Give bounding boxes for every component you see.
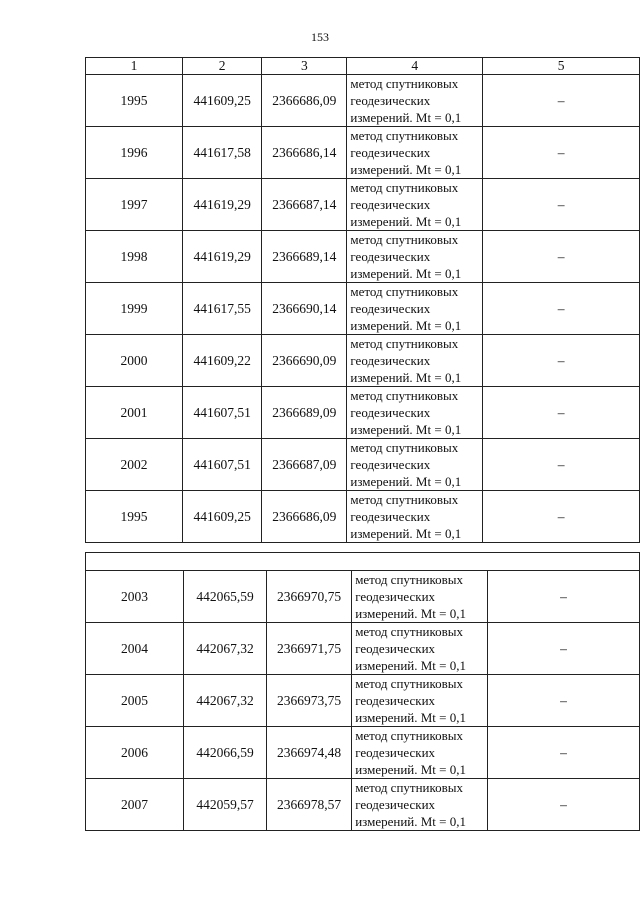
point-number-cell: 2007 bbox=[86, 779, 184, 831]
point-number-cell: 2003 bbox=[86, 571, 184, 623]
method-cell bbox=[347, 491, 483, 543]
x-coordinate-cell: 442067,32 bbox=[184, 675, 267, 727]
method-line: геодезических bbox=[350, 197, 431, 212]
method-cell bbox=[352, 779, 488, 831]
method-line: измерений. Mt = 0,1 bbox=[350, 214, 462, 229]
point-number-cell: 1995 bbox=[86, 75, 183, 127]
method-cell bbox=[352, 675, 488, 727]
method-line: измерений. Mt = 0,1 bbox=[350, 370, 462, 385]
x-coordinate-cell: 441607,51 bbox=[183, 439, 262, 491]
note-cell: – bbox=[483, 231, 640, 283]
method-line: метод спутниковых bbox=[350, 128, 459, 143]
method-line: геодезических bbox=[350, 249, 431, 264]
method-line: метод спутниковых bbox=[350, 284, 459, 299]
method-line: измерений. Mt = 0,1 bbox=[350, 422, 462, 437]
table-header-row bbox=[86, 58, 640, 75]
point-number-cell: 2001 bbox=[86, 387, 183, 439]
method-cell bbox=[347, 179, 483, 231]
note-cell: – bbox=[488, 675, 640, 727]
method-line: метод спутниковых bbox=[355, 780, 464, 795]
method-line: геодезических bbox=[350, 405, 431, 420]
method-line: измерений. Mt = 0,1 bbox=[355, 658, 466, 673]
note-cell: – bbox=[483, 127, 640, 179]
point-number-cell: 2005 bbox=[86, 675, 184, 727]
x-coordinate-cell: 441609,25 bbox=[183, 75, 262, 127]
table-gap-row bbox=[86, 553, 640, 571]
coordinates-table-top bbox=[85, 57, 640, 543]
x-coordinate-cell: 442065,59 bbox=[184, 571, 267, 623]
table-row bbox=[86, 439, 640, 491]
table-row bbox=[86, 283, 640, 335]
x-coordinate-cell: 441609,25 bbox=[183, 491, 262, 543]
x-coordinate-cell: 441619,29 bbox=[183, 179, 262, 231]
note-cell: – bbox=[488, 571, 640, 623]
method-line: геодезических bbox=[350, 301, 431, 316]
point-number-cell: 1998 bbox=[86, 231, 183, 283]
method-line: метод спутниковых bbox=[350, 388, 459, 403]
method-line: измерений. Mt = 0,1 bbox=[350, 266, 462, 281]
method-line: метод спутниковых bbox=[355, 676, 464, 691]
note-cell: – bbox=[483, 439, 640, 491]
method-line: метод спутниковых bbox=[355, 572, 464, 587]
note-cell: – bbox=[488, 779, 640, 831]
note-cell: – bbox=[488, 623, 640, 675]
header-cell: 3 bbox=[262, 58, 347, 75]
table-row bbox=[86, 727, 640, 779]
method-line: метод спутниковых bbox=[350, 232, 459, 247]
table-row bbox=[86, 675, 640, 727]
note-cell: – bbox=[483, 75, 640, 127]
point-number-cell: 2002 bbox=[86, 439, 183, 491]
method-cell bbox=[352, 623, 488, 675]
method-line: измерений. Mt = 0,1 bbox=[355, 762, 466, 777]
note-cell: – bbox=[483, 335, 640, 387]
y-coordinate-cell: 2366686,09 bbox=[262, 75, 347, 127]
y-coordinate-cell: 2366687,14 bbox=[262, 179, 347, 231]
y-coordinate-cell: 2366689,14 bbox=[262, 231, 347, 283]
point-number-cell: 2000 bbox=[86, 335, 183, 387]
method-cell bbox=[347, 439, 483, 491]
x-coordinate-cell: 441607,51 bbox=[183, 387, 262, 439]
method-cell bbox=[347, 283, 483, 335]
table-row bbox=[86, 491, 640, 543]
method-cell bbox=[347, 231, 483, 283]
header-cell: 5 bbox=[483, 58, 640, 75]
y-coordinate-cell: 2366686,09 bbox=[262, 491, 347, 543]
table-row bbox=[86, 779, 640, 831]
table-row bbox=[86, 179, 640, 231]
y-coordinate-cell: 2366970,75 bbox=[267, 571, 352, 623]
method-line: геодезических bbox=[350, 509, 431, 524]
method-line: метод спутниковых bbox=[350, 180, 459, 195]
method-cell bbox=[352, 571, 488, 623]
method-line: метод спутниковых bbox=[350, 440, 459, 455]
table-row bbox=[86, 571, 640, 623]
y-coordinate-cell: 2366971,75 bbox=[267, 623, 352, 675]
method-cell bbox=[347, 75, 483, 127]
note-cell: – bbox=[483, 491, 640, 543]
page-number: 153 bbox=[311, 30, 329, 44]
table-row bbox=[86, 127, 640, 179]
y-coordinate-cell: 2366690,09 bbox=[262, 335, 347, 387]
table-row bbox=[86, 75, 640, 127]
method-line: метод спутниковых bbox=[355, 728, 464, 743]
point-number-cell: 1997 bbox=[86, 179, 183, 231]
gap-cell bbox=[86, 553, 640, 571]
y-coordinate-cell: 2366687,09 bbox=[262, 439, 347, 491]
method-line: измерений. Mt = 0,1 bbox=[355, 710, 466, 725]
method-line: измерений. Mt = 0,1 bbox=[350, 318, 462, 333]
method-line: геодезических bbox=[355, 693, 436, 708]
x-coordinate-cell: 441617,55 bbox=[183, 283, 262, 335]
x-coordinate-cell: 442059,57 bbox=[184, 779, 267, 831]
y-coordinate-cell: 2366978,57 bbox=[267, 779, 352, 831]
x-coordinate-cell: 441619,29 bbox=[183, 231, 262, 283]
point-number-cell: 1996 bbox=[86, 127, 183, 179]
method-line: измерений. Mt = 0,1 bbox=[350, 526, 462, 541]
method-line: геодезических bbox=[355, 797, 436, 812]
y-coordinate-cell: 2366974,48 bbox=[267, 727, 352, 779]
header-cell: 1 bbox=[86, 58, 183, 75]
method-line: геодезических bbox=[350, 457, 431, 472]
method-line: измерений. Mt = 0,1 bbox=[350, 474, 462, 489]
point-number-cell: 1999 bbox=[86, 283, 183, 335]
method-cell bbox=[347, 387, 483, 439]
x-coordinate-cell: 441617,58 bbox=[183, 127, 262, 179]
y-coordinate-cell: 2366690,14 bbox=[262, 283, 347, 335]
table-row bbox=[86, 335, 640, 387]
note-cell: – bbox=[483, 387, 640, 439]
coordinates-table-bottom bbox=[85, 552, 640, 831]
note-cell: – bbox=[483, 179, 640, 231]
method-line: геодезических bbox=[350, 353, 431, 368]
x-coordinate-cell: 442067,32 bbox=[184, 623, 267, 675]
method-line: измерений. Mt = 0,1 bbox=[355, 606, 466, 621]
header-cell: 2 bbox=[183, 58, 262, 75]
header-cell: 4 bbox=[347, 58, 483, 75]
method-line: измерений. Mt = 0,1 bbox=[350, 162, 462, 177]
method-line: геодезических bbox=[350, 93, 431, 108]
table-row bbox=[86, 623, 640, 675]
method-line: геодезических bbox=[355, 589, 436, 604]
note-cell: – bbox=[483, 283, 640, 335]
x-coordinate-cell: 442066,59 bbox=[184, 727, 267, 779]
table-row bbox=[86, 387, 640, 439]
method-line: геодезических bbox=[355, 641, 436, 656]
y-coordinate-cell: 2366689,09 bbox=[262, 387, 347, 439]
method-line: метод спутниковых bbox=[355, 624, 464, 639]
method-cell bbox=[352, 727, 488, 779]
point-number-cell: 1995 bbox=[86, 491, 183, 543]
y-coordinate-cell: 2366973,75 bbox=[267, 675, 352, 727]
method-line: геодезических bbox=[350, 145, 431, 160]
method-line: измерений. Mt = 0,1 bbox=[355, 814, 466, 829]
x-coordinate-cell: 441609,22 bbox=[183, 335, 262, 387]
point-number-cell: 2006 bbox=[86, 727, 184, 779]
method-cell bbox=[347, 127, 483, 179]
method-line: метод спутниковых bbox=[350, 336, 459, 351]
method-line: геодезических bbox=[355, 745, 436, 760]
method-line: метод спутниковых bbox=[350, 492, 459, 507]
method-line: метод спутниковых bbox=[350, 76, 459, 91]
method-cell bbox=[347, 335, 483, 387]
method-line: измерений. Mt = 0,1 bbox=[350, 110, 462, 125]
table-row bbox=[86, 231, 640, 283]
point-number-cell: 2004 bbox=[86, 623, 184, 675]
note-cell: – bbox=[488, 727, 640, 779]
y-coordinate-cell: 2366686,14 bbox=[262, 127, 347, 179]
